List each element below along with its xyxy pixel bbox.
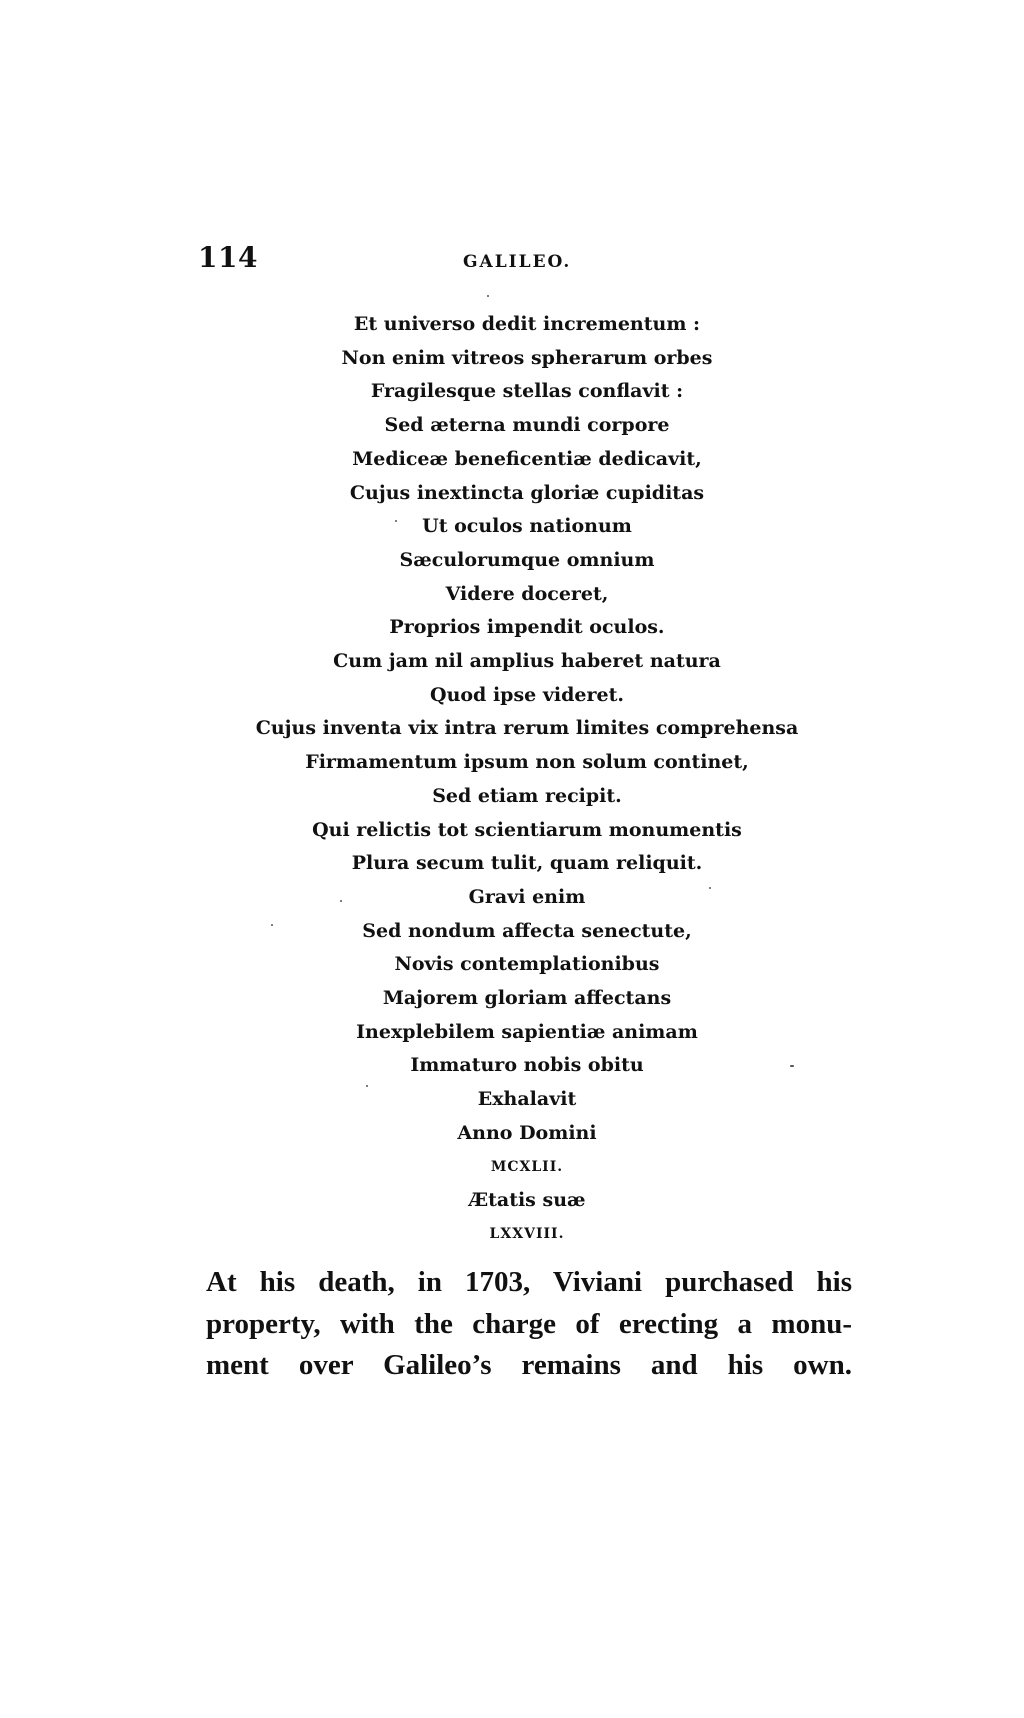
body-paragraph (206, 1262, 852, 1387)
latin-inscription (0, 308, 1024, 1252)
paragraph-line: property, with the charge of erecting a monu- (206, 1307, 852, 1340)
paragraph-line: ment over Galileo’s remains and his own. (206, 1349, 852, 1381)
inscription-line: Exhalavit (477, 1088, 577, 1111)
inscription-line: Et universo dedit incrementum : (353, 313, 701, 335)
scan-speck (271, 924, 273, 926)
inscription-line: Sed nondum affecta senectute, (362, 919, 692, 942)
scan-speck (395, 520, 397, 522)
inscription-line: Sed æterna mundi corpore (384, 414, 670, 437)
inscription-line: Gravi enim (468, 885, 586, 908)
inscription-line: Inexplebilem sapientiæ animam (356, 1020, 698, 1043)
inscription-line: Ætatis suæ (468, 1189, 586, 1212)
inscription-line: Quod ipse videret. (430, 683, 624, 706)
inscription-line: Proprios impendit oculos. (389, 616, 665, 639)
inscription-line: Sed etiam recipit. (432, 784, 622, 807)
inscription-line: Cum jam nil amplius haberet natura (333, 650, 721, 673)
inscription-line: Non enim vitreos spherarum orbes (341, 346, 713, 369)
inscription-line: Ut oculos nationum (422, 515, 632, 538)
inscription-line: Qui relictis tot scientiarum monumentis (312, 818, 742, 841)
inscription-line: Cujus inventa vix intra rerum limites comprehensa (255, 717, 799, 740)
inscription-line: Plura secum tulit, quam reliquit. (351, 852, 703, 875)
inscription-line: Mediceæ beneficentiæ dedicavit, (352, 447, 702, 470)
inscription-line: Immaturo nobis obitu (410, 1054, 644, 1077)
inscription-line: Sæculorumque omnium (399, 548, 655, 571)
running-title: GALILEO. (463, 252, 572, 272)
inscription-line: Firmamentum ipsum non solum continet, (305, 751, 749, 774)
inscription-line: Fragilesque stellas conflavit : (370, 380, 684, 403)
scan-speck (790, 1065, 794, 1067)
paragraph-line: At his death, in 1703, Viviani purchased his (206, 1266, 852, 1298)
inscription-line: Cujus inextincta gloriæ cupiditas (349, 481, 705, 504)
page-number: 114 (198, 241, 258, 274)
inscription-age: LXXVIII. (489, 1225, 565, 1242)
inscription-year: MCXLII. (490, 1158, 564, 1175)
page-header (198, 241, 838, 284)
inscription-line: Novis contemplationibus (394, 953, 660, 976)
inscription-line: Videre doceret, (445, 582, 609, 605)
scan-speck (487, 295, 489, 297)
inscription-line: Majorem gloriam affectans (382, 987, 672, 1010)
scan-speck (366, 1085, 368, 1087)
inscription-line: Anno Domini (457, 1121, 597, 1144)
scan-speck (340, 900, 342, 902)
scan-speck (709, 887, 711, 889)
